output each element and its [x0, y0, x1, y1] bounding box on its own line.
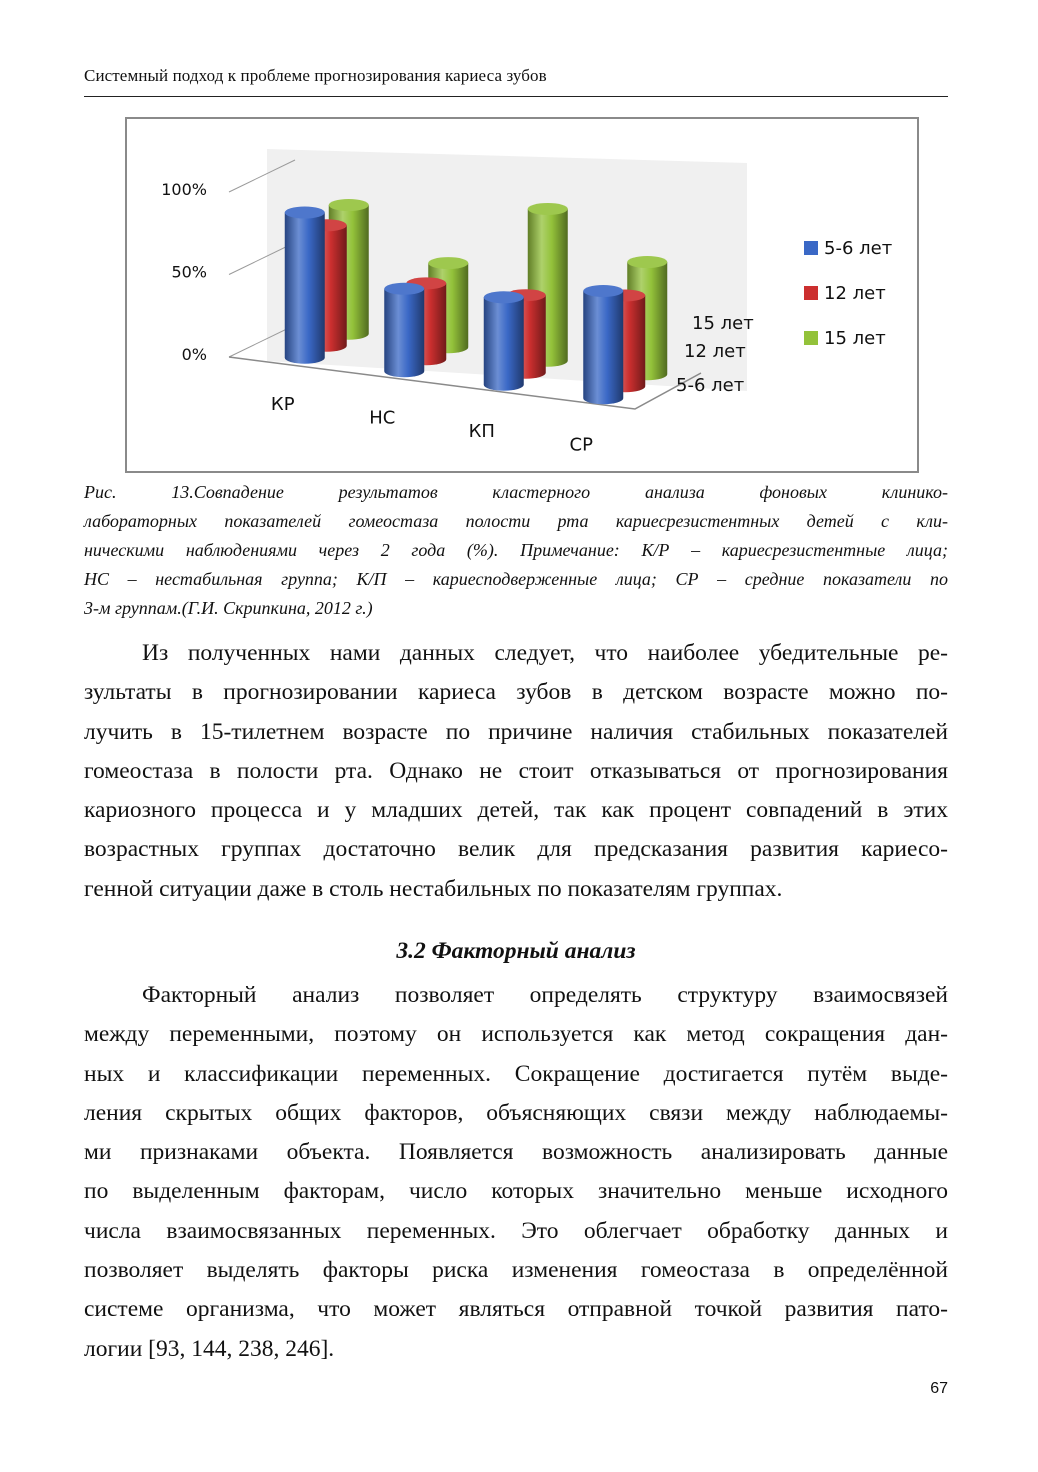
header-rule — [84, 96, 948, 97]
paragraph-line: возрастных группах достаточно велик для предсказания развития кариесо- — [84, 836, 948, 863]
legend-swatch — [804, 241, 818, 255]
chart-3d-cylinders — [127, 119, 917, 471]
paragraph-1 — [84, 634, 948, 909]
depth-axis-label: 15 лет — [692, 313, 754, 334]
paragraph-line: Факторный анализ позволяет определять структуру взаимосвязей — [142, 982, 948, 1008]
x-category-label: КР — [270, 393, 295, 415]
y-tick-label: 100% — [161, 180, 207, 199]
paragraph-line: между переменными, поэтому он используется как метод сокращения дан- — [84, 1021, 948, 1048]
legend-label: 12 лет — [824, 283, 886, 304]
figure-frame — [125, 117, 919, 473]
legend-label: 5-6 лет — [824, 238, 893, 259]
x-category-label: КП — [468, 420, 495, 442]
bar-5-6 лет-СР — [583, 285, 623, 404]
caption-line: ническими наблюдениями через 2 года (%). Примечание: К/Р – кариесрезистентные лица; — [84, 540, 948, 560]
bar-5-6 лет-КР — [285, 207, 325, 364]
x-category-label: НС — [369, 407, 396, 429]
y-tick-label: 0% — [181, 345, 207, 364]
caption-line: Рис. 13.Совпадение результатов кластерного анализа фоновых клинико- — [84, 482, 948, 502]
legend-swatch — [804, 286, 818, 300]
paragraph-line: зультаты в прогнозировании кариеса зубов в детском возрасте можно по- — [84, 679, 948, 706]
paragraph-line: гомеостаза в полости рта. Однако не стоит отказываться от прогнозирования — [84, 757, 948, 784]
depth-axis-label: 12 лет — [684, 341, 746, 362]
paragraph-line: ления скрытых общих факторов, объясняющих связи между наблюдаемы- — [84, 1099, 948, 1126]
paragraph-line: по выделенным факторам, число которых значительно меньше исходного — [84, 1178, 948, 1205]
figure-caption — [84, 478, 948, 623]
paragraph-line: логии [93, 144, 238, 246]. — [84, 1335, 335, 1362]
legend-label: 15 лет — [824, 328, 886, 349]
paragraph-line: системе организма, что может являться отправной точкой развития пато- — [84, 1296, 948, 1323]
page-number: 67 — [930, 1380, 948, 1397]
section-title: 3.2 Факторный анализ — [396, 938, 636, 964]
running-head: Системный подход к проблеме прогнозирования кариеса зубов — [84, 66, 547, 85]
x-category-label: СР — [569, 434, 593, 456]
legend-swatch — [804, 331, 818, 345]
caption-line: лабораторных показателей гомеостаза полости рта кариесрезистентных детей с кли- — [84, 511, 948, 531]
bar-5-6 лет-КП — [484, 291, 524, 390]
paragraph-line: кариозного процесса и у младших детей, так как процент совпадений в этих — [84, 797, 948, 824]
paragraph-line: лучить в 15-тилетнем возрасте по причине наличия стабильных показателей — [84, 718, 948, 745]
paragraph-line: ных и классификации переменных. Сокращение достигается путём выде- — [84, 1060, 948, 1087]
caption-line: 3-м группам.(Г.И. Скрипкина, 2012 г.) — [84, 598, 373, 618]
paragraph-line: Из полученных нами данных следует, что наиболее убедительные ре- — [142, 640, 948, 666]
y-tick-label: 50% — [171, 262, 207, 282]
paragraph-2 — [84, 976, 948, 1369]
paragraph-line: ми признаками объекта. Появляется возможность анализировать данные — [84, 1139, 948, 1166]
depth-axis-label: 5-6 лет — [676, 375, 745, 396]
paragraph-line: позволяет выделять факторы риска изменения гомеостаза в определённой — [84, 1257, 948, 1284]
paragraph-line: числа взаимосвязанных переменных. Это облегчает обработку данных и — [84, 1217, 948, 1244]
caption-line: НС – нестабильная группа; К/П – кариесподверженные лица; СР – средние показатели по — [84, 569, 948, 589]
bar-5-6 лет-НС — [384, 283, 424, 378]
paragraph-line: генной ситуации даже в столь нестабильных по показателям группах. — [84, 875, 783, 902]
